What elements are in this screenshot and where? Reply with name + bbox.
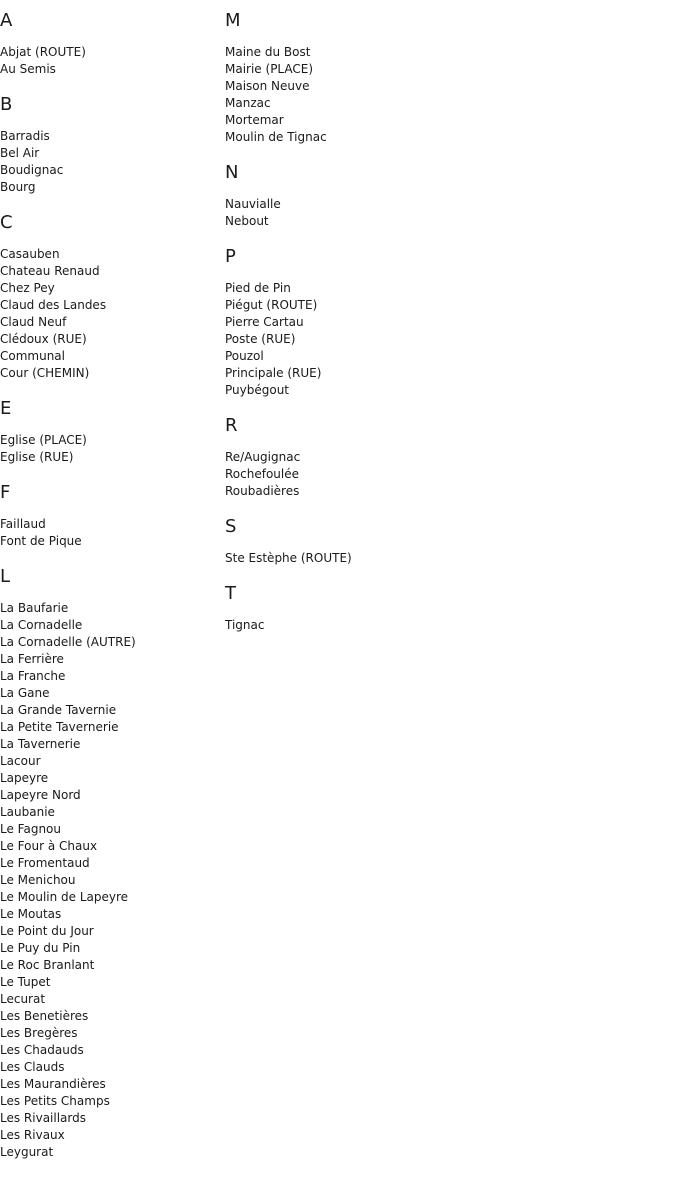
letter-heading: R [225,415,238,436]
letter-group-r [225,415,485,500]
letter-heading: E [0,398,12,419]
street-link[interactable]: La Cornadelle [0,618,83,632]
street-link[interactable]: Eglise (PLACE) [0,433,87,447]
street-link[interactable]: Manzac [225,96,271,110]
street-link[interactable]: Roubadières [225,484,300,498]
street-list [225,449,485,500]
letter-heading: P [225,246,236,267]
street-link[interactable]: Les Benetières [0,1009,89,1023]
street-link[interactable]: Les Chadauds [0,1043,84,1057]
letter-group-f [0,482,220,550]
street-link[interactable]: Font de Pique [0,534,82,548]
letter-heading: T [225,583,236,604]
street-list [0,432,220,466]
street-link[interactable]: Barradis [0,129,50,143]
street-link[interactable]: Les Clauds [0,1060,65,1074]
letter-heading: M [225,10,241,31]
street-index-left-column [0,10,220,1177]
street-link[interactable]: Bel Air [0,146,40,160]
street-link[interactable]: Lecurat [0,992,46,1006]
street-link[interactable]: La Grande Tavernie [0,703,117,717]
letter-group-t [225,583,485,634]
letter-heading: C [0,212,13,233]
street-link[interactable]: Maine du Bost [225,45,311,59]
street-link[interactable]: La Baufarie [0,601,69,615]
street-link[interactable]: Pied de Pin [225,281,291,295]
street-link[interactable]: Rochefoulée [225,467,299,481]
street-list [225,280,485,399]
street-link[interactable]: Le Fagnou [0,822,61,836]
street-link[interactable]: Abjat (ROUTE) [0,45,86,59]
street-list [0,516,220,550]
street-link[interactable]: Clédoux (RUE) [0,332,87,346]
street-link[interactable]: Les Bregères [0,1026,78,1040]
street-link[interactable]: Les Maurandières [0,1077,106,1091]
street-link[interactable]: Pierre Cartau [225,315,304,329]
street-list [0,600,220,1161]
street-link[interactable]: Les Rivaux [0,1128,65,1142]
street-link[interactable]: La Gane [0,686,50,700]
street-link[interactable]: Le Point du Jour [0,924,94,938]
letter-group-m [225,10,485,146]
street-link[interactable]: Le Roc Branlant [0,958,95,972]
street-link[interactable]: Leygurat [0,1145,54,1159]
letter-group-p [225,246,485,399]
street-link[interactable]: Faillaud [0,517,46,531]
letter-heading: A [0,10,13,31]
street-link[interactable]: Maison Neuve [225,79,310,93]
street-link[interactable]: Cour (CHEMIN) [0,366,90,380]
street-link[interactable]: Pouzol [225,349,264,363]
letter-group-l [0,566,220,1161]
letter-group-s [225,516,485,567]
street-link[interactable]: Le Fromentaud [0,856,90,870]
street-link[interactable]: Bourg [0,180,36,194]
street-link[interactable]: Principale (RUE) [225,366,322,380]
street-link[interactable]: Lacour [0,754,41,768]
street-link[interactable]: La Franche [0,669,66,683]
street-link[interactable]: Communal [0,349,65,363]
street-link[interactable]: Nauvialle [225,197,281,211]
street-list [225,44,485,146]
street-list [0,44,220,78]
street-link[interactable]: Boudignac [0,163,64,177]
street-link[interactable]: Chateau Renaud [0,264,100,278]
street-link[interactable]: Mortemar [225,113,284,127]
street-link[interactable]: Ste Estèphe (ROUTE) [225,551,352,565]
street-link[interactable]: Puybégout [225,383,290,397]
street-link[interactable]: Au Semis [0,62,56,76]
street-link[interactable]: Moulin de Tignac [225,130,327,144]
street-link[interactable]: Le Moutas [0,907,62,921]
street-link[interactable]: Piégut (ROUTE) [225,298,318,312]
letter-group-n [225,162,485,230]
street-link[interactable]: Le Menichou [0,873,76,887]
letter-group-b [0,94,220,196]
street-link[interactable]: Eglise (RUE) [0,450,74,464]
street-link[interactable]: Claud des Landes [0,298,107,312]
letter-heading: N [225,162,239,183]
street-list [225,196,485,230]
street-link[interactable]: La Cornadelle (AUTRE) [0,635,136,649]
street-list [0,246,220,382]
street-link[interactable]: Claud Neuf [0,315,67,329]
street-list [0,128,220,196]
letter-group-a [0,10,220,78]
street-link[interactable]: Le Four à Chaux [0,839,98,853]
letter-group-c [0,212,220,382]
street-link[interactable]: Lapeyre [0,771,49,785]
street-link[interactable]: Casauben [0,247,60,261]
street-link[interactable]: Re/Augignac [225,450,301,464]
street-link[interactable]: La Ferrière [0,652,64,666]
street-link[interactable]: La Petite Tavernerie [0,720,119,734]
street-link[interactable]: Laubanie [0,805,55,819]
letter-group-e [0,398,220,466]
street-link[interactable]: Les Petits Champs [0,1094,110,1108]
letter-heading: S [225,516,237,537]
letter-heading: F [0,482,11,503]
letter-heading: L [0,566,11,587]
street-link[interactable]: Mairie (PLACE) [225,62,314,76]
street-link[interactable]: Chez Pey [0,281,55,295]
letter-heading: B [0,94,13,115]
street-link[interactable]: La Tavernerie [0,737,81,751]
street-link[interactable]: Poste (RUE) [225,332,296,346]
street-link[interactable]: Tignac [225,618,265,632]
street-link[interactable]: Le Tupet [0,975,51,989]
street-link[interactable]: Le Puy du Pin [0,941,81,955]
street-link[interactable]: Lapeyre Nord [0,788,81,802]
street-link[interactable]: Le Moulin de Lapeyre [0,890,129,904]
street-list [225,550,485,567]
street-list [225,617,485,634]
street-link[interactable]: Les Rivaillards [0,1111,86,1125]
street-link[interactable]: Nebout [225,214,269,228]
street-index-right-column [225,10,485,650]
